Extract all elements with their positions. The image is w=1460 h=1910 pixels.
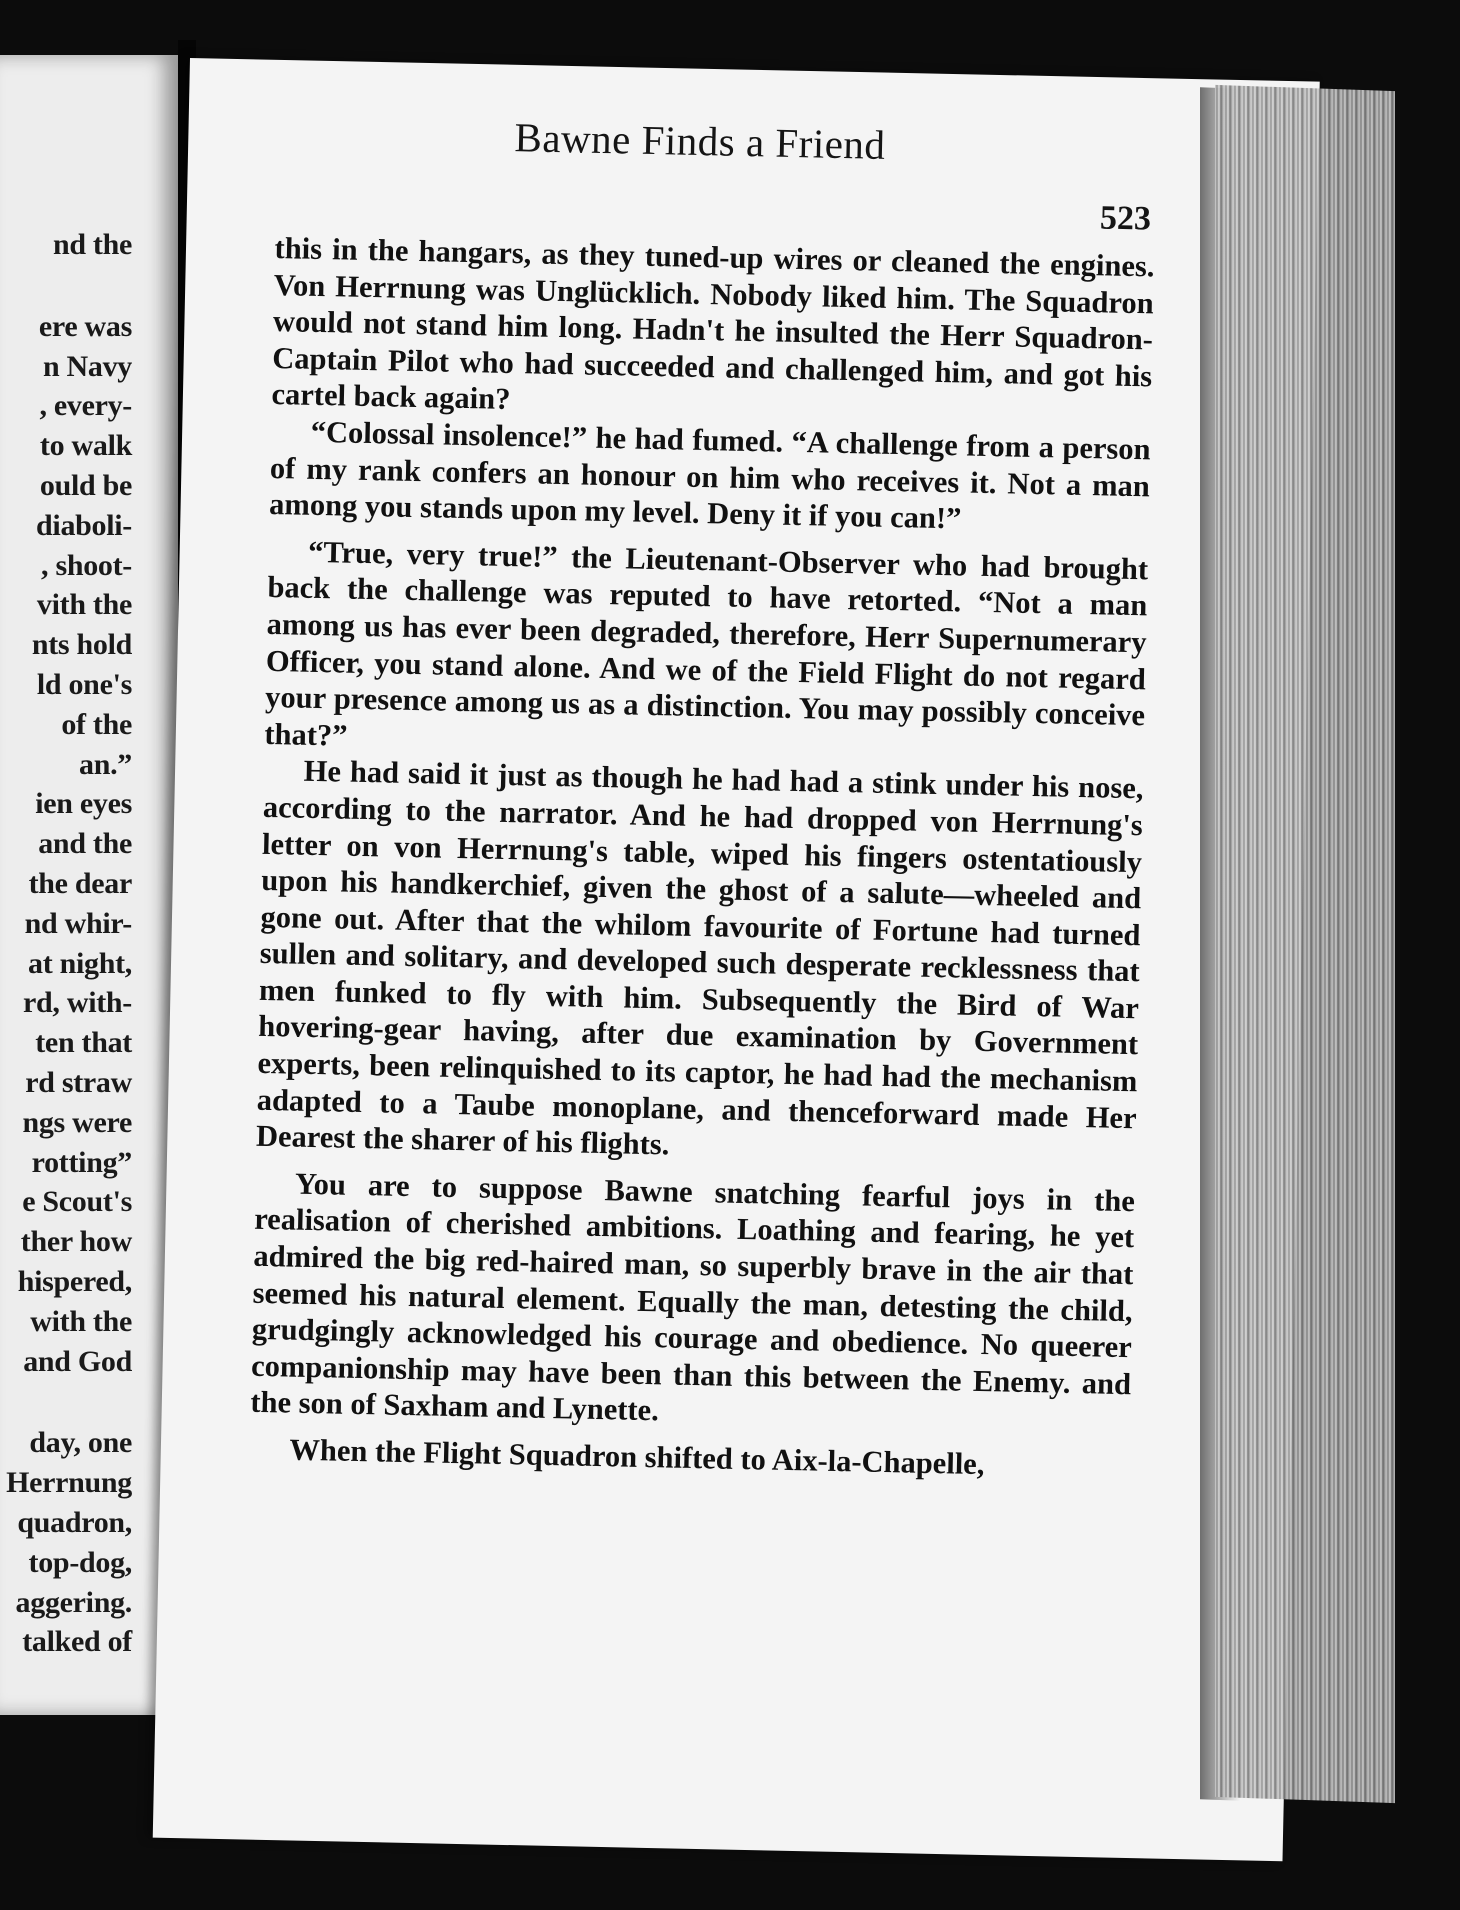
left-page-line: and the <box>38 827 132 861</box>
paragraph: You are to suppose Bawne snatching fearful joys in the realisation of cherished ambitions. Loathing and fearing, he yet admired the big red-haired man, so superbly brave in the air that seemed his natural element. Equally the man, detesting the child, grudgingly acknowledged his courage and obedience. No queerer companionship may have been than this between the Enemy. and the son of Saxham and Lynette. <box>250 1166 1136 1428</box>
left-page-line: aggering. <box>15 1585 132 1619</box>
left-page-line: , every- <box>39 389 132 423</box>
left-page-line: Herrnung <box>6 1466 132 1500</box>
left-page-line: ien eyes <box>35 787 132 821</box>
left-page-line: of the <box>61 707 132 741</box>
left-page-line: diaboli- <box>36 508 132 542</box>
paragraph: this in the hangars, as they tuned-up wires or cleaned the engines. Von Herrnung was Unglücklich. Nobody liked him. The Squadron would not stand him long. Hadn't he insulted the Herr Squadron-Captain Pilot who had succeeded and challenged him, and got his cartel back again? <box>271 230 1155 417</box>
left-page-line: nd whir- <box>24 906 132 940</box>
left-page-line: rd straw <box>25 1065 132 1099</box>
left-page-line: rd, with- <box>23 986 132 1020</box>
page-edges <box>1215 85 1395 1803</box>
left-page-line: the dear <box>28 866 132 900</box>
running-head: Bawne Finds a Friend <box>514 114 886 168</box>
left-page-line: e Scout's <box>22 1185 132 1219</box>
left-page-line: talked of <box>22 1625 132 1659</box>
left-page-line: ere was <box>38 309 132 343</box>
paragraph: “True, very true!” the Lieutenant-Observer who had brought back the challenge was reputed to have retorted. “Not a man among us has ever been degraded, therefore, Herr Supernumerary Officer, you stand alone. And we of the Field Flight do not regard your presence among us as a distinction. You may possibly conceive that?” <box>264 534 1149 753</box>
left-page <box>0 55 178 1715</box>
paragraph: “Colossal insolence!” he had fumed. “A challenge from a person of my rank confers an honour on him who receives it. Not a man among you stands upon my level. Deny it if you can!” <box>268 414 1151 536</box>
page-number: 523 <box>1099 199 1152 238</box>
left-page-line: to walk <box>39 429 132 463</box>
left-page-line: rotting” <box>31 1145 132 1179</box>
left-page-line: vith the <box>36 588 132 622</box>
body-text <box>249 230 1155 1486</box>
left-page-text <box>0 225 132 1662</box>
left-page-line: at night, <box>28 946 132 980</box>
left-page-line: ould be <box>39 468 132 502</box>
left-page-line: , shoot- <box>41 548 132 582</box>
left-page-gap <box>0 1381 132 1423</box>
paragraph: When the Flight Squadron shifted to Aix-la-Chapelle, <box>289 1432 985 1482</box>
left-page-line: n Navy <box>42 349 132 383</box>
left-page-line: nts hold <box>31 628 132 662</box>
left-page-line: with the <box>30 1304 132 1338</box>
left-page-line: an.” <box>79 747 132 781</box>
left-page-line: ten that <box>35 1026 132 1060</box>
left-page-line: ngs were <box>22 1105 132 1139</box>
left-page-line: quadron, <box>17 1505 132 1539</box>
left-page-line: ther how <box>20 1225 132 1259</box>
left-page-line: top-dog, <box>28 1545 132 1579</box>
paragraph: He had said it just as though he had had a stink under his nose, according to the narrator. And he had dropped von Herrnung's letter on von Herrnung's table, wiped his fingers ostentatiously upon his handkerchief, given the ghost of a salute—wheeled and gone out. After that the whilom favourite of Fortune had turned sullen and solitary, and developed such desperate recklessness that men funked to fly with him. Subsequently the Bird of War hovering-gear having, after due examination by Government experts, been relinquished to its captor, he had had the mechanism adapted to a Taube monoplane, and thenceforward made Her Dearest the sharer of his flights. <box>255 754 1144 1162</box>
left-page-line: day, one <box>29 1426 132 1460</box>
left-page-line: ld one's <box>36 667 132 701</box>
left-page-line: nd the <box>52 228 132 261</box>
left-page-line: and God <box>23 1344 132 1378</box>
left-page-gap <box>0 265 132 307</box>
left-page-line: hispered, <box>17 1264 132 1298</box>
